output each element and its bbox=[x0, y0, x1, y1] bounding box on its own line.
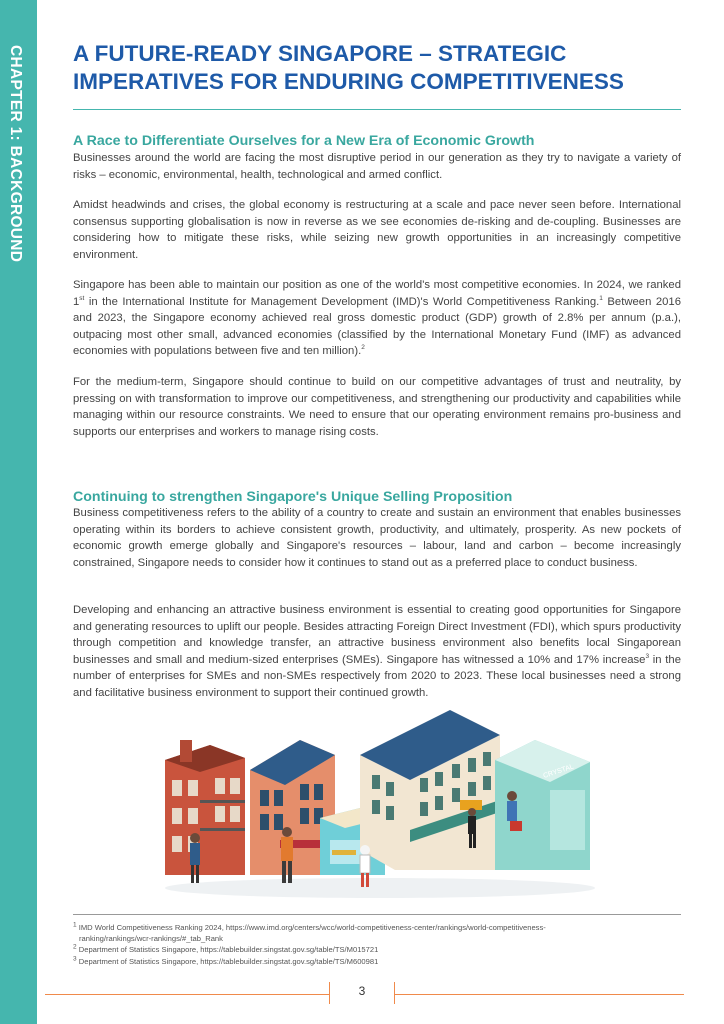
paragraph-disruptive-period: Businesses around the world are facing the most disruptive period in our generation as they try to navigate a variety of risks – economic, environmental, health, technological and armed conflict. bbox=[73, 152, 681, 181]
paragraph-singapore-ranking: Singapore has been able to maintain our position as one of the world's most competitive economies. In 2024, we ranked 1st in the International Institute for Management Development (IMD)'s World Competitiveness Ranking.$^1$ Between 2016 and 2023, the Singapore economy achieved real gross domestic product (GDP) growth of 2.8% per annum (p.a.), outpacing most other small, advanced economies (classified by the International Monetary Fund (IMF) as advanced economies with populations between five and ten million).$^2$ bbox=[73, 279, 681, 358]
footnote-1: $^1$ IMD World Competitiveness Ranking 2024, https://www.imd.org/centers/wcc/world-competitiveness-center/rankings/world-competitiveness- bbox=[73, 921, 546, 932]
footnotes bbox=[73, 922, 673, 967]
city-shophouses-illustration bbox=[160, 700, 600, 900]
crystal-sign: CRYSTAL bbox=[542, 763, 575, 780]
section-heading-economic-growth: A Race to Differentiate Ourselves for a New Era of Economic Growth bbox=[73, 133, 535, 149]
paragraph-medium-term: For the medium-term, Singapore should continue to build on our competitive advantages of trust and neutrality, by pressing on with transformation to improve our competitiveness, and strengthening our productivity and capabilities while managing within our resource constraints. We need to ensure that our operating environment remains pro-business and supports our enterprises and workers to manage rising costs. bbox=[73, 376, 681, 438]
footnote-ref-2: 2 bbox=[361, 344, 365, 352]
shophouse-center bbox=[360, 710, 500, 870]
paragraph-business-competitiveness: Business competitiveness refers to the ability of a country to create and sustain an environment that enables businesses operating within its borders to achieve consistent growth, productivity, and ultimately, prosperity. As new pockets of economic growth emerge globally and Singapore's resources – labour, land and carbon – become increasingly constrained, Singapore needs to consider how it continues to stand out as a preferred place to conduct business. bbox=[73, 507, 681, 569]
chapter-sidebar bbox=[0, 0, 37, 1024]
page-title: A FUTURE-READY SINGAPORE – STRATEGIC IMPERATIVES FOR ENDURING COMPETITIVENESS bbox=[73, 41, 624, 94]
paragraph-business-environment: Developing and enhancing an attractive business environment is essential to creating good opportunities for Singapore and generating resources to uplift our people. Besides attracting Foreign Direct Investment (FDI), which spurs productivity through competition and knowledge transfer, an attractive business environment also benefits local Singaporean businesses and small and medium-sized enterprises (SMEs). Singapore has witnessed a 10% and 17% increase$^3$ in the number of enterprises for SMEs and non-SMEs respectively from 2020 to 2023. These local businesses need a strong and facilitative business environment to support their continued growth. bbox=[73, 604, 681, 699]
section-heading-unique-selling-proposition: Continuing to strengthen Singapore's Unique Selling Proposition bbox=[73, 489, 513, 505]
footnote-ref-3: 3 bbox=[645, 653, 650, 661]
brick-building-left bbox=[165, 740, 245, 875]
superscript-st: st bbox=[79, 294, 85, 302]
paragraph-global-restructuring: Amidst headwinds and crises, the global economy is restructuring at a scale and pace never seen before. International consensus supporting globalisation is now in reverse as we see economies de-risking and de-coupling. Businesses are considering how to mitigate these risks, while seizing new growth opportunities in an increasingly competitive environment. bbox=[73, 199, 681, 261]
footer-tick-right bbox=[394, 982, 395, 1004]
footnote-ref-1: 1 bbox=[599, 294, 603, 302]
title-divider bbox=[73, 109, 681, 110]
footnote-2: $^2$ Department of Statistics Singapore, https://tablebuilder.singstat.gov.sg/table/TS/M015721 bbox=[73, 943, 379, 955]
footnote-3: $^3$ Department of Statistics Singapore, https://tablebuilder.singstat.gov.sg/table/TS/M600981 bbox=[73, 955, 379, 966]
footer-rule-left bbox=[45, 994, 329, 995]
footer-rule-right bbox=[394, 994, 684, 995]
footnote-divider bbox=[73, 914, 681, 915]
page-number: 3 bbox=[358, 984, 366, 998]
footnote-1-continued: ranking/rankings/wcr-rankings/#_tab_Rank bbox=[79, 934, 223, 944]
chapter-label: CHAPTER 1: BACKGROUND bbox=[7, 45, 24, 263]
